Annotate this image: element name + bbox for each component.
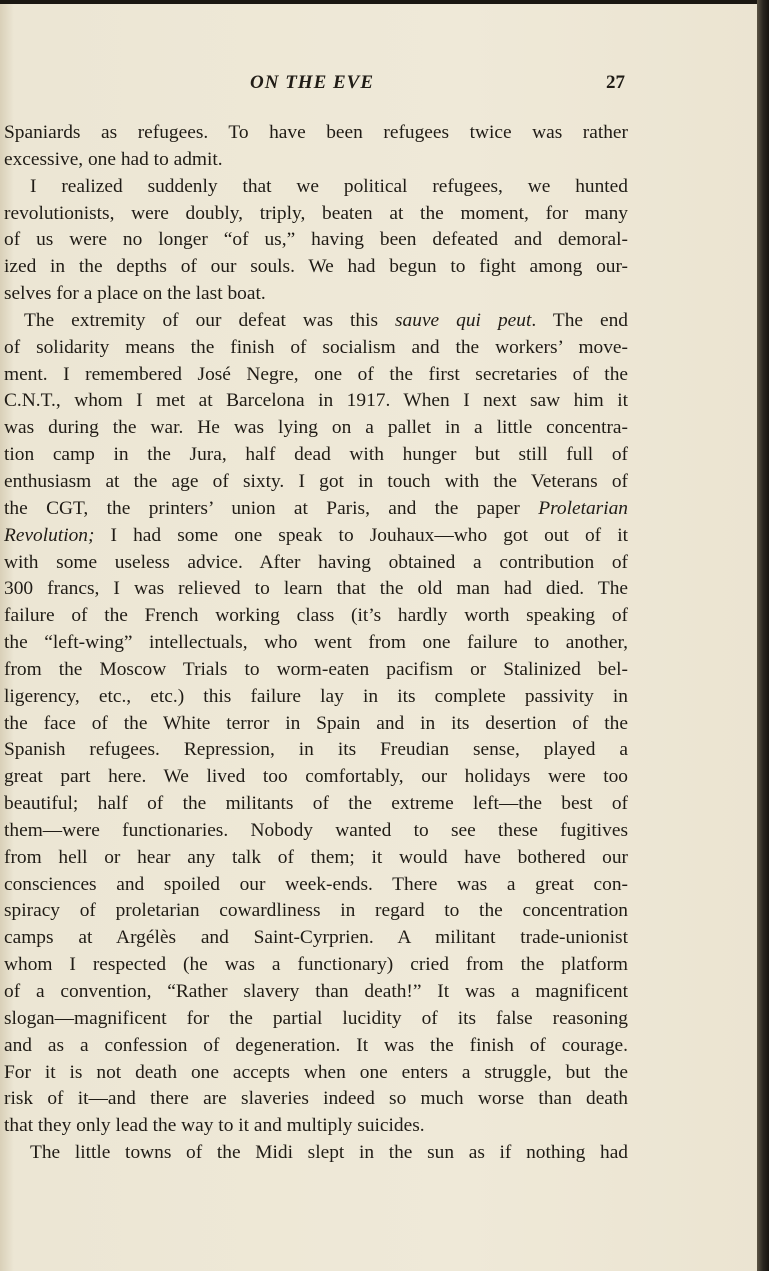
text-line: enthusiasm at the age of sixty. I got in touch with the Veterans of [4,470,628,492]
running-title: ON THE EVE [250,72,375,93]
text-line: the face of the White terror in Spain and in its desertion of the [4,712,628,734]
text-line: The little towns of the Midi slept in the sun as if nothing had [30,1142,628,1164]
text-line: ment. I remembered José Negre, one of the first secretaries of the [4,363,628,385]
text-line-italic-phrase: Revolution; I had some one speak to Jouhaux—who got out of it [4,524,628,546]
text-line-italic-phrase: The extremity of our defeat was this sauve qui peut. The end [24,309,628,331]
text-line: with some useless advice. After having obtained a contribution of [4,551,628,573]
text-line-italic-phrase: the CGT, the printers’ union at Paris, and the paper Proletarian [4,497,628,519]
page-number: 27 [606,72,625,93]
text-line: great part here. We lived too comfortably, our holidays were too [4,766,628,788]
text-line: 300 francs, I was relieved to learn that the old man had died. The [4,578,628,600]
running-head [0,70,757,100]
text-line: of solidarity means the finish of socialism and the workers’ move- [4,336,628,358]
text-line: revolutionists, were doubly, triply, beaten at the moment, for many [4,202,628,224]
text-line: was during the war. He was lying on a pallet in a little concentra- [4,417,628,439]
text-line: selves for a place on the last boat. [4,283,266,305]
text-line: whom I respected (he was a functionary) cried from the platform [4,954,628,976]
text-line: that they only lead the way to it and multiply suicides. [4,1115,425,1137]
page-top-edge [0,0,769,4]
text-line: of us were no longer “of us,” having been defeated and demoral- [4,229,628,251]
text-line: consciences and spoiled our week-ends. There was a great con- [4,873,628,895]
text-line: excessive, one had to admit. [4,148,223,170]
text-line: spiracy of proletarian cowardliness in regard to the concentration [4,900,628,922]
text-line: slogan—magnificent for the partial lucidity of its false reasoning [4,1007,628,1029]
text-line: camps at Argélès and Saint-Cyrprien. A militant trade-unionist [4,927,628,949]
text-line: and as a confession of degeneration. It was the finish of courage. [4,1034,628,1056]
text-line: beautiful; half of the militants of the extreme left—the best of [4,793,628,815]
text-line: I realized suddenly that we political refugees, we hunted [30,175,628,197]
italic-revolution: Revolution; [4,524,95,546]
text-line: ligerency, etc., etc.) this failure lay in its complete passivity in [4,685,628,707]
text-line: ized in the depths of our souls. We had begun to fight among our- [4,256,628,278]
text-line: from the Moscow Trials to worm-eaten pacifism or Stalinized bel- [4,658,628,680]
text-line: C.N.T., whom I met at Barcelona in 1917. When I next saw him it [4,390,628,412]
text-line: from hell or hear any talk of them; it would have bothered our [4,846,628,868]
text-line: failure of the French working class (it’s hardly worth speaking of [4,605,628,627]
page-spine-shadow [757,0,769,1271]
text-line: of a convention, “Rather slavery than death!” It was a magnificent [4,981,628,1002]
italic-sauve-qui-peut: sauve qui peut [395,309,532,331]
text-line: risk of it—and there are slaveries indeed so much worse than death [4,1088,628,1110]
text-line: For it is not death one accepts when one enters a struggle, but the [4,1061,628,1083]
body-text [4,120,628,1167]
text-line: Spaniards as refugees. To have been refugees twice was rather [4,122,628,143]
text-line: Spanish refugees. Repression, in its Freudian sense, played a [4,739,628,761]
text-line: the “left-wing” intellectuals, who went from one failure to another, [4,632,628,654]
italic-proletarian: Proletarian [538,497,628,519]
text-line: them—were functionaries. Nobody wanted to see these fugitives [4,819,628,841]
text-line: tion camp in the Jura, half dead with hunger but still full of [4,444,628,466]
